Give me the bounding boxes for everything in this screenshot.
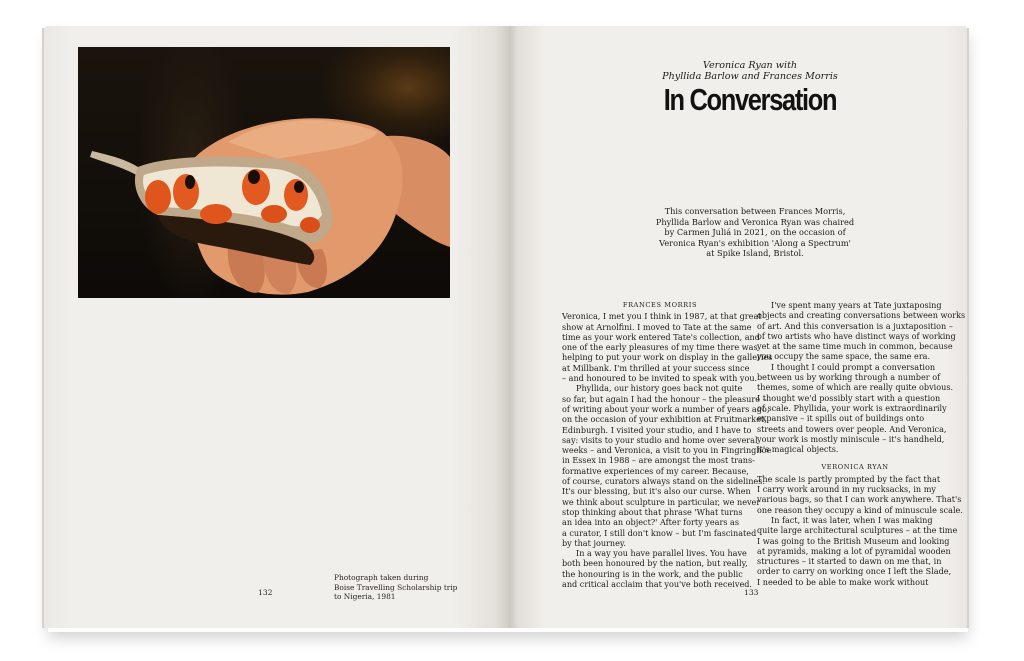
- text-line: we think about sculpture in particular, we never: [562, 496, 761, 507]
- text-line: I carry work around in my rucksacks, in my: [757, 484, 936, 495]
- text-line: Edinburgh. I visited your studio, and I have to: [562, 424, 752, 435]
- page-number-right: 133: [744, 588, 759, 597]
- text-line: I was going to the British Museum and looking: [757, 535, 950, 546]
- caption-line: to Nigeria, 1981: [334, 592, 396, 602]
- text-column-2: [757, 300, 966, 587]
- text-line: In fact, it was later, when I was making: [771, 514, 933, 525]
- text-line: order to carry on working once I left the Slade,: [757, 566, 952, 577]
- text-line: I thought we'd possibly start with a question: [757, 392, 941, 403]
- text-line: your work is mostly miniscule – it's handheld,: [757, 433, 945, 444]
- text-line: the honouring is in the work, and the public: [562, 568, 743, 579]
- text-line: at pyramids, making a lot of pyramidal wooden: [757, 545, 951, 556]
- paragraph: [562, 383, 772, 548]
- seed-eye: [294, 181, 304, 193]
- page-title: In Conversation: [663, 82, 837, 117]
- text-line: and critical acclaim that you've both received.: [562, 579, 752, 590]
- text-line: both been honoured by the nation, but really,: [562, 558, 748, 569]
- text-line: In a way you have parallel lives. You have: [576, 548, 747, 559]
- text-line: by that journey.: [562, 537, 626, 548]
- speaker-label: FRANCES MORRIS: [622, 301, 698, 309]
- text-line: Phyllida, our history goes back not quite: [576, 383, 743, 394]
- intro-line: by Carmen Juliá in 2021, on the occasion of: [664, 227, 846, 238]
- seed: [145, 180, 171, 214]
- text-line: I needed to be able to make work without: [757, 576, 929, 587]
- text-line: at Millbank. I'm thrilled at your success since: [562, 362, 750, 373]
- seed-pod-photo: [78, 47, 450, 298]
- seed-eye: [185, 175, 195, 189]
- text-line: of writing about your work a number of years ago,: [562, 403, 770, 414]
- seed: [300, 217, 320, 233]
- text-line: it's magical objects.: [757, 444, 839, 455]
- speaker-label: VERONICA RYAN: [821, 463, 889, 472]
- byline-line: Phyllida Barlow and Frances Morris: [662, 71, 838, 83]
- text-line: an idea into an object?' After forty years as: [562, 517, 740, 528]
- text-line: of scale. Phyllida, your work is extraordinarily: [757, 402, 947, 413]
- intro-line: Veronica Ryan's exhibition 'Along a Spectrum': [659, 237, 851, 248]
- caption-line: Boise Travelling Scholarship trip: [334, 582, 458, 592]
- text-line: It's our blessing, but it's also our curse. When: [562, 486, 751, 497]
- intro-line: Phyllida Barlow and Veronica Ryan was chaired: [655, 216, 855, 227]
- text-line: so far, but again I had the honour – the pleasure –: [562, 393, 767, 404]
- text-line: you occupy the same space, the same era.: [757, 351, 931, 362]
- paragraph: [757, 473, 963, 515]
- text-line: one reason they occupy a kind of minuscule scale.: [757, 504, 963, 515]
- text-line: structures – it started to dawn on me that, in: [757, 556, 942, 567]
- caption-line: Photograph taken during: [334, 573, 429, 582]
- text-line: helping to put your work on display in the galleries: [562, 352, 773, 363]
- text-line: say: visits to your studio and home over several: [562, 434, 758, 445]
- text-line: time as your work entered Tate's collection, and: [562, 331, 760, 342]
- text-line: one of the early pleasures of my time there was: [562, 342, 758, 353]
- text-line: The scale is partly prompted by the fact that: [757, 473, 941, 484]
- text-column-1: [562, 300, 773, 590]
- text-line: – and honoured to be invited to speak with you.: [562, 373, 758, 384]
- paragraph: [562, 311, 773, 384]
- text-line: various bags, so that I can work anywhere. That's: [757, 494, 962, 505]
- paragraph: [757, 300, 966, 362]
- text-line: of two artists who have distinct ways of working: [757, 330, 956, 341]
- text-line: streets and towers over people. And Veronica,: [757, 423, 947, 434]
- text-line: yet at the same time much in common, because: [757, 341, 953, 352]
- text-line: quite large architectural sculptures – at the time: [757, 525, 958, 536]
- paragraph: [757, 514, 958, 587]
- text-line: I thought I could prompt a conversation: [771, 361, 936, 372]
- text-line: on the occasion of your exhibition at Fruitmarket,: [562, 414, 767, 425]
- seed-pod-illustration: [78, 47, 450, 298]
- intro-line: at Spike Island, Bristol.: [706, 248, 804, 259]
- intro-line: This conversation between Frances Morris,: [664, 206, 846, 216]
- text-line: of art. And this conversation is a juxtaposition –: [757, 320, 953, 331]
- text-line: objects and creating conversations between works: [757, 310, 966, 321]
- text-line: stop thinking about that phrase 'What turns: [562, 506, 743, 517]
- text-line: themes, some of which are really quite obvious.: [757, 382, 954, 393]
- photo-caption: [334, 573, 474, 602]
- text-line: in Essex in 1988 – are amongst the most trans-: [562, 455, 755, 466]
- seed: [261, 205, 287, 223]
- text-line: of course, curators always stand on the sidelines.: [562, 476, 765, 487]
- text-line: expansive – it spills out of buildings onto: [757, 413, 925, 424]
- paragraph: [562, 548, 758, 589]
- seed-eye: [248, 170, 260, 184]
- speaker-gap: [757, 454, 953, 462]
- intro-paragraph: [640, 206, 870, 259]
- text-line: between us by working through a number of: [757, 372, 941, 383]
- text-line: Veronica, I met you I think in 1987, at that great: [562, 311, 762, 322]
- paragraph: [757, 362, 953, 455]
- seed: [200, 204, 232, 224]
- text-line: weeks – and Veronica, a visit to you in Fingringhoe: [562, 445, 772, 456]
- text-line: I've spent many years at Tate juxtaposing: [771, 300, 942, 310]
- byline: [600, 60, 900, 83]
- text-line: show at Arnolfini. I moved to Tate at the same: [562, 321, 752, 332]
- byline-line: Veronica Ryan with: [702, 60, 798, 71]
- text-line: a curator, I still don't know – but I'm fascinated: [562, 527, 757, 538]
- page-number-left: 132: [258, 588, 273, 597]
- text-line: formative experiences of my career. Because,: [562, 465, 749, 476]
